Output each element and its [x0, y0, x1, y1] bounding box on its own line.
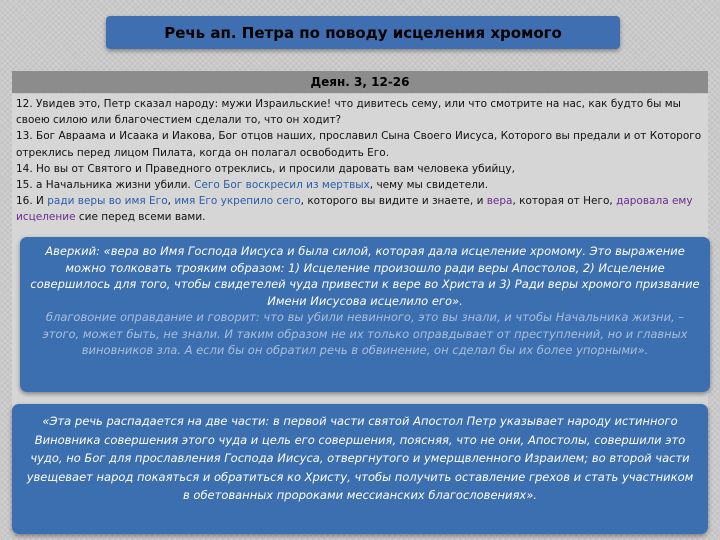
speech-structure-callout: «Эта речь распадается на две части: в первой части святой Апостол Петр указывает народу истинного Виновника совершения этого чуда и цель его совершения, поясняя, что не они, Апостолы, совершили это чудо, но Бог для прославления Господа Иисуса, отвергнутого и умерщвленного Израилем; во второй части увещевает народ покаяться и обратиться ко Христу, чтобы получить оставление грехов и стать участником в обетованных пророками мессианских благословениях». — [12, 404, 708, 534]
verse-15-text: 15. а Начальника жизни убили. — [16, 179, 195, 192]
verse-14: 14. Но вы от Святого и Праведного отреклись, и просили даровать вам человека убийцу, — [16, 162, 515, 175]
verse-16-highlight-faith: ради веры во имя Его — [47, 195, 168, 208]
verse-16-mid: , которого вы видите и знаете, и — [300, 195, 487, 208]
verse-16-highlight-healing: даровала ему исцеление — [16, 195, 693, 224]
verse-15-tail: , чему мы свидетели. — [369, 179, 489, 192]
verse-16-sep: , — [167, 195, 175, 208]
averky-commentary-callout — [20, 237, 710, 392]
verse-15 — [16, 177, 704, 193]
verse-16-mid2: , которая от Него, — [512, 195, 617, 208]
slide-title: Речь ап. Петра по поводу исцеления хромого — [106, 16, 620, 49]
verse-16-text: 16. И — [16, 195, 48, 208]
verse-16-highlight-name: имя Его укрепило сего — [174, 195, 301, 208]
verse-16 — [16, 193, 704, 225]
verse-13: 13. Бог Авраама и Исаака и Иакова, Бог отцов наших, прославил Сына Своего Иисуса, Которого вы предали и от Которого отреклись перед лицом Пилата, когда он полагал освободить Его. — [16, 130, 702, 159]
verse-16-tail: сие перед всеми вами. — [75, 211, 206, 224]
averky-commentary-text: Аверкий: «вера во Имя Господа Иисуса и была силой, которая дала исцеление хромому. Это выражение можно толковать трояким образом: 1) Исцеление произошло ради веры Апостолов, 2) Исцеление совершилось для того, чтобы свидетелей чуда привести к вере во Христа и 3) Ради веры хромого призвание Имени Иисусова исцелило его». — [30, 244, 700, 308]
commentary-overlap-text: благовоние оправдание и говорит: что вы убили невинного, это вы знали, и чтобы Начальника жизни, – этого, может быть, не знали. И таким образом не их только оправдывает от преступлений, но и главных виновников зла. А если бы он обратил речь в обвинение, он сделал бы их более упорными». — [42, 310, 688, 357]
verse-15-highlight: Сего Бог воскресил из мертвых — [194, 179, 370, 192]
verse-16-highlight-vera: вера — [486, 195, 513, 208]
verse-12: 12. Увидев это, Петр сказал народу: мужи Израильские! что дивитесь сему, или что смотрите на нас, как будто бы мы своею силою или благочестием сделали то, что он ходит? — [16, 98, 681, 127]
scripture-reference: Деян. 3, 12-26 — [12, 71, 708, 93]
